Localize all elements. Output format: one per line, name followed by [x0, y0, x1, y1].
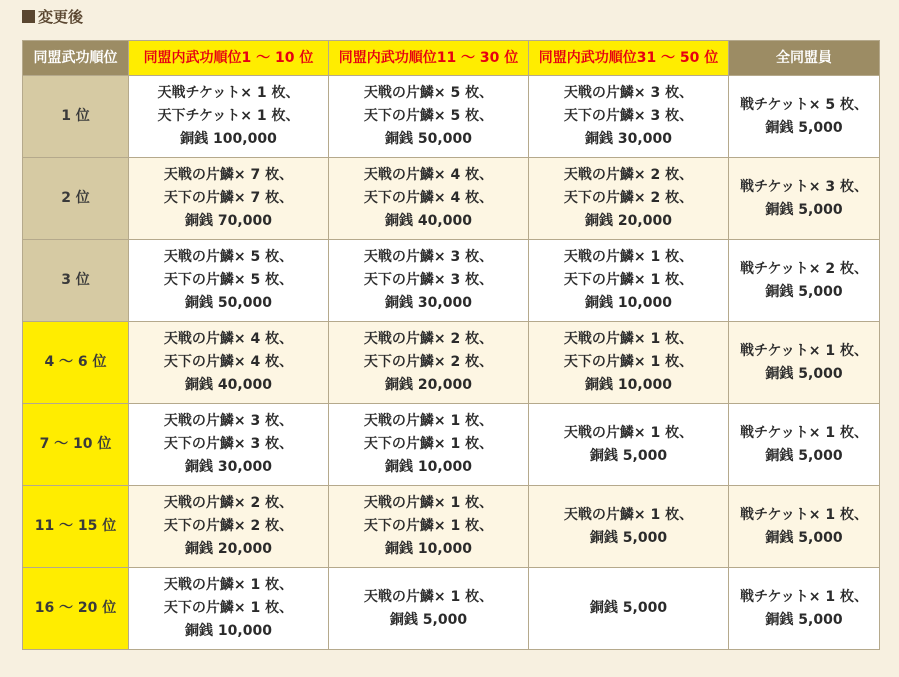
reward-line: 銅銭 20,000	[185, 541, 272, 557]
reward-cell	[729, 486, 880, 568]
reward-cell	[329, 486, 529, 568]
table-row	[23, 240, 880, 322]
reward-line: 天下の片鱗× 4 枚、	[363, 190, 494, 206]
reward-line: 天戦の片鱗× 5 枚、	[163, 249, 294, 265]
reward-line: 戦チケット× 3 枚、	[740, 178, 868, 195]
reward-cell	[529, 76, 729, 158]
reward-cell	[329, 568, 529, 650]
reward-line: 天下チケット× 1 枚、	[157, 108, 300, 124]
reward-line: 銅銭 5,000	[765, 365, 843, 382]
reward-line: 戦チケット× 5 枚、	[740, 96, 868, 113]
reward-line: 銅銭 5,000	[765, 447, 843, 464]
reward-line: 天戦の片鱗× 1 枚、	[163, 577, 294, 593]
reward-cell	[529, 404, 729, 486]
reward-cell	[729, 240, 880, 322]
reward-line: 天下の片鱗× 2 枚、	[563, 190, 694, 206]
reward-line: 銅銭 30,000	[385, 295, 472, 311]
reward-line: 天下の片鱗× 1 枚、	[163, 600, 294, 616]
reward-line: 戦チケット× 1 枚、	[740, 588, 868, 605]
reward-line: 天戦の片鱗× 1 枚、	[563, 506, 694, 523]
reward-cell	[129, 568, 329, 650]
reward-line: 天下の片鱗× 1 枚、	[363, 518, 494, 534]
reward-line: 天戦の片鱗× 5 枚、	[363, 85, 494, 101]
reward-line: 天戦の片鱗× 1 枚、	[363, 588, 494, 605]
table-row	[23, 404, 880, 486]
reward-cell	[729, 568, 880, 650]
reward-line: 戦チケット× 1 枚、	[740, 342, 868, 359]
reward-line: 天下の片鱗× 1 枚、	[563, 272, 694, 288]
reward-line: 天戦の片鱗× 3 枚、	[163, 413, 294, 429]
reward-line: 天下の片鱗× 2 枚、	[163, 518, 294, 534]
reward-cell	[729, 322, 880, 404]
reward-line: 戦チケット× 1 枚、	[740, 506, 868, 523]
reward-line: 天戦の片鱗× 7 枚、	[163, 167, 294, 183]
reward-line: 戦チケット× 2 枚、	[740, 260, 868, 277]
reward-line: 天下の片鱗× 3 枚、	[363, 272, 494, 288]
reward-cell	[129, 486, 329, 568]
reward-line: 銅銭 5,000	[589, 600, 668, 616]
reward-line: 天戦チケット× 1 枚、	[157, 85, 300, 101]
reward-line: 天戦の片鱗× 1 枚、	[563, 249, 694, 265]
reward-line: 天戦の片鱗× 1 枚、	[563, 331, 694, 347]
reward-cell	[529, 322, 729, 404]
reward-line: 天戦の片鱗× 2 枚、	[163, 495, 294, 511]
table-row	[23, 568, 880, 650]
reward-cell	[529, 486, 729, 568]
reward-line: 天戦の片鱗× 1 枚、	[363, 413, 494, 429]
table-row	[23, 158, 880, 240]
reward-line: 天戦の片鱗× 2 枚、	[363, 331, 494, 347]
reward-cell	[529, 240, 729, 322]
reward-cell	[529, 568, 729, 650]
reward-line: 銅銭 5,000	[589, 529, 668, 546]
reward-line: 銅銭 5,000	[765, 201, 843, 218]
reward-table	[22, 40, 880, 650]
reward-line: 銅銭 10,000	[585, 377, 672, 393]
rank-cell: 1 位	[23, 76, 129, 158]
reward-line: 天戦の片鱗× 2 枚、	[563, 167, 694, 183]
reward-cell	[329, 158, 529, 240]
reward-cell	[129, 158, 329, 240]
rank-cell: 11 ～ 15 位	[23, 486, 129, 568]
reward-line: 銅銭 5,000	[589, 447, 668, 464]
reward-line: 銅銭 30,000	[185, 459, 272, 475]
rank-cell: 7 ～ 10 位	[23, 404, 129, 486]
reward-cell	[329, 404, 529, 486]
reward-line: 天戦の片鱗× 1 枚、	[363, 495, 494, 511]
reward-cell	[529, 158, 729, 240]
section-heading-text: 変更後	[38, 8, 84, 26]
reward-line: 銅銭 10,000	[385, 459, 472, 475]
table-row	[23, 76, 880, 158]
reward-line: 銅銭 5,000	[765, 119, 843, 136]
column-header: 同盟内武功順位1 ～ 10 位	[129, 41, 329, 76]
reward-cell	[329, 240, 529, 322]
reward-line: 天下の片鱗× 3 枚、	[163, 436, 294, 452]
reward-cell	[129, 240, 329, 322]
reward-cell	[729, 76, 880, 158]
reward-line: 銅銭 40,000	[185, 377, 272, 393]
reward-line: 戦チケット× 1 枚、	[740, 424, 868, 441]
section-heading	[22, 6, 83, 27]
reward-line: 天下の片鱗× 7 枚、	[163, 190, 294, 206]
reward-cell	[129, 76, 329, 158]
reward-cell	[129, 322, 329, 404]
reward-line: 銅銭 20,000	[585, 213, 672, 229]
column-header: 同盟武功順位	[23, 41, 129, 76]
reward-line: 銅銭 10,000	[585, 295, 672, 311]
reward-line: 銅銭 40,000	[385, 213, 472, 229]
reward-line: 天戦の片鱗× 4 枚、	[163, 331, 294, 347]
column-header: 同盟内武功順位31 ～ 50 位	[529, 41, 729, 76]
reward-line: 天下の片鱗× 1 枚、	[563, 354, 694, 370]
reward-line: 天戦の片鱗× 3 枚、	[563, 85, 694, 101]
table-row	[23, 322, 880, 404]
reward-line: 天下の片鱗× 5 枚、	[163, 272, 294, 288]
table-header-row	[23, 41, 880, 76]
rank-cell: 2 位	[23, 158, 129, 240]
reward-line: 天戦の片鱗× 1 枚、	[563, 424, 694, 441]
reward-line: 銅銭 5,000	[765, 283, 843, 300]
reward-cell	[729, 404, 880, 486]
reward-cell	[329, 322, 529, 404]
reward-line: 銅銭 70,000	[185, 213, 272, 229]
reward-line: 天戦の片鱗× 4 枚、	[363, 167, 494, 183]
reward-line: 銅銭 20,000	[385, 377, 472, 393]
reward-line: 天下の片鱗× 4 枚、	[163, 354, 294, 370]
reward-line: 天下の片鱗× 3 枚、	[563, 108, 694, 124]
reward-cell	[729, 158, 880, 240]
reward-line: 銅銭 50,000	[385, 131, 472, 147]
reward-line: 銅銭 50,000	[185, 295, 272, 311]
column-header: 全同盟員	[729, 41, 880, 76]
rank-cell: 16 ～ 20 位	[23, 568, 129, 650]
reward-line: 天下の片鱗× 2 枚、	[363, 354, 494, 370]
table-row	[23, 486, 880, 568]
reward-line: 銅銭 5,000	[765, 529, 843, 546]
reward-line: 天戦の片鱗× 3 枚、	[363, 249, 494, 265]
reward-line: 天下の片鱗× 1 枚、	[363, 436, 494, 452]
column-header: 同盟内武功順位11 ～ 30 位	[329, 41, 529, 76]
rank-cell: 4 ～ 6 位	[23, 322, 129, 404]
reward-line: 天下の片鱗× 5 枚、	[363, 108, 494, 124]
reward-cell	[129, 404, 329, 486]
reward-cell	[329, 76, 529, 158]
reward-line: 銅銭 30,000	[585, 131, 672, 147]
reward-line: 銅銭 5,000	[389, 611, 468, 628]
reward-line: 銅銭 5,000	[765, 611, 843, 628]
square-bullet-icon	[22, 10, 35, 23]
reward-line: 銅銭 10,000	[185, 623, 272, 639]
reward-line: 銅銭 10,000	[385, 541, 472, 557]
reward-line: 銅銭 100,000	[180, 131, 277, 147]
rank-cell: 3 位	[23, 240, 129, 322]
